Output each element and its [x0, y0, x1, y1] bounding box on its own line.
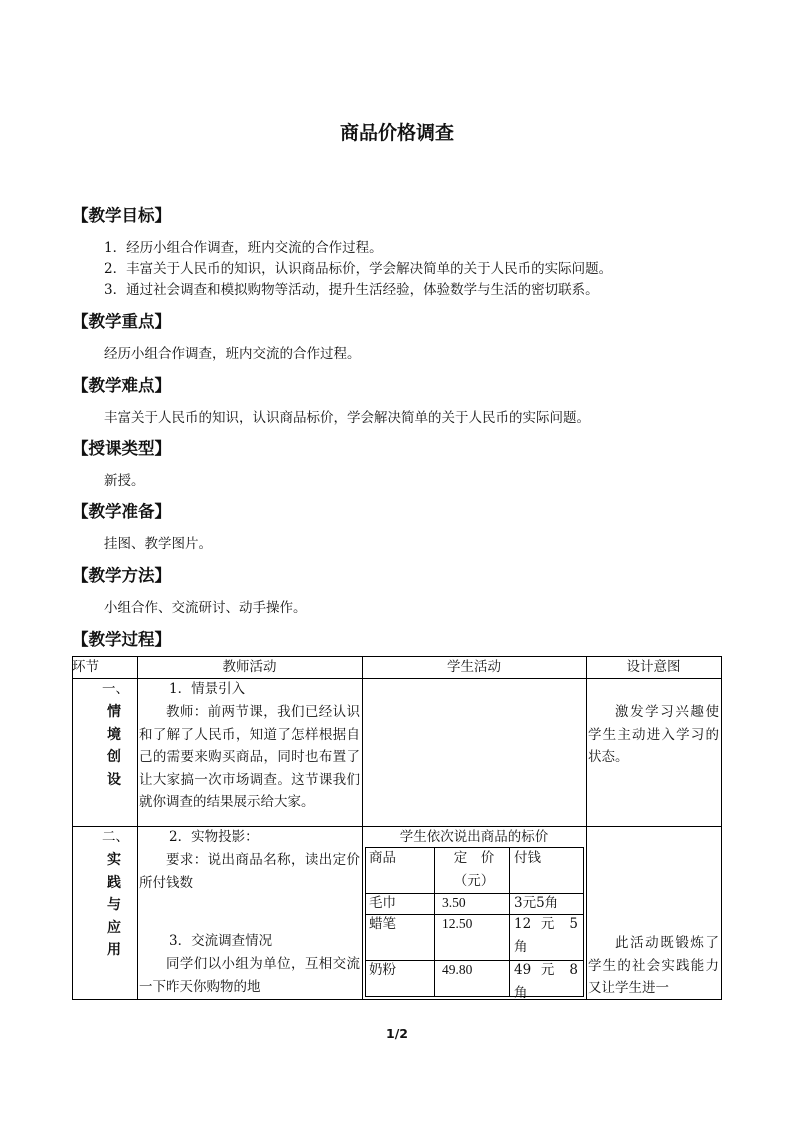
- method-text: 小组合作、交流研讨、动手操作。: [104, 600, 307, 616]
- price-table: [365, 847, 584, 1001]
- student-activity: 学生依次说出商品的标价: [399, 829, 549, 845]
- teacher-activity: 要求：说出商品名称，读出定价所付钱数: [139, 852, 360, 891]
- prep-text: 挂图、教学图片。: [104, 536, 212, 552]
- focus-heading: 【教学重点】: [72, 312, 171, 331]
- header-teacher: 教师活动: [222, 659, 277, 675]
- price-value: 3.50: [442, 895, 466, 910]
- table-rule: [137, 656, 138, 1000]
- price-paid: 49 元 8 角: [514, 962, 578, 1001]
- method-heading: 【教学方法】: [72, 566, 171, 585]
- table-rule: [72, 656, 73, 1000]
- page-number: 1/2: [386, 1026, 408, 1041]
- focus-text: 经历小组合作调查，班内交流的合作过程。: [104, 346, 361, 362]
- page-title: 商品价格调查: [339, 122, 454, 144]
- goal-item: 3．通过社会调查和模拟购物等活动，提升生活经验，体验数学与生活的密切联系。: [104, 282, 599, 298]
- price-paid: 12 元 5 角: [514, 916, 578, 955]
- header-stage: 环节: [72, 659, 99, 675]
- price-item: 奶粉: [369, 962, 396, 978]
- teacher-step-title: 2．实物投影：: [169, 829, 259, 845]
- price-header: 付钱: [514, 850, 541, 866]
- price-value: 12.50: [442, 916, 473, 931]
- type-text: 新授。: [104, 473, 145, 489]
- price-header: 商品: [369, 850, 396, 866]
- table-rule: [721, 656, 722, 1000]
- difficulty-heading: 【教学难点】: [72, 376, 171, 395]
- design-intent: 激发学习兴趣使学生主动进入学习的状态。: [588, 704, 719, 765]
- header-intent: 设计意图: [626, 659, 681, 675]
- stage-number: 二、: [102, 829, 129, 845]
- stage-name: 情 境 创 设: [107, 704, 121, 788]
- header-student: 学生活动: [447, 659, 501, 675]
- process-heading: 【教学过程】: [72, 630, 171, 649]
- teacher-step-title: 3．交流调查情况: [169, 933, 273, 949]
- goal-item: 1．经历小组合作调查，班内交流的合作过程。: [104, 240, 383, 256]
- price-item: 毛巾: [369, 895, 396, 911]
- price-paid: 3元5角: [514, 895, 559, 911]
- type-heading: 【授课类型】: [72, 439, 171, 458]
- difficulty-text: 丰富关于人民币的知识，认识商品标价，学会解决简单的关于人民币的实际问题。: [104, 410, 590, 426]
- teacher-step-title: 1．情景引入: [169, 681, 246, 697]
- stage-name: 实 践 与 应 用: [107, 852, 121, 958]
- teacher-activity: 教师：前两节课，我们已经认识和了解了人民币，知道了怎样根据自己的需要来购买商品，同时也布置了让大家搞一次市场调查。这节课我们就你调查的结果展示给大家。: [139, 704, 360, 810]
- stage-number: 一、: [102, 681, 129, 697]
- design-intent: 此活动既锻炼了学生的社会实践能力又让学生进一: [588, 935, 719, 996]
- price-value: 49.80: [442, 962, 473, 977]
- price-header: 定 价（元）: [453, 850, 495, 889]
- table-rule: [586, 656, 587, 1000]
- prep-heading: 【教学准备】: [72, 502, 171, 521]
- goals-heading: 【教学目标】: [72, 206, 171, 225]
- goal-item: 2．丰富关于人民币的知识，认识商品标价，学会解决简单的关于人民币的实际问题。: [104, 261, 613, 277]
- price-item: 蜡笔: [369, 916, 396, 932]
- teacher-activity: 同学们以小组为单位，互相交流一下昨天你购物的地: [139, 956, 360, 995]
- process-table: [72, 656, 722, 1000]
